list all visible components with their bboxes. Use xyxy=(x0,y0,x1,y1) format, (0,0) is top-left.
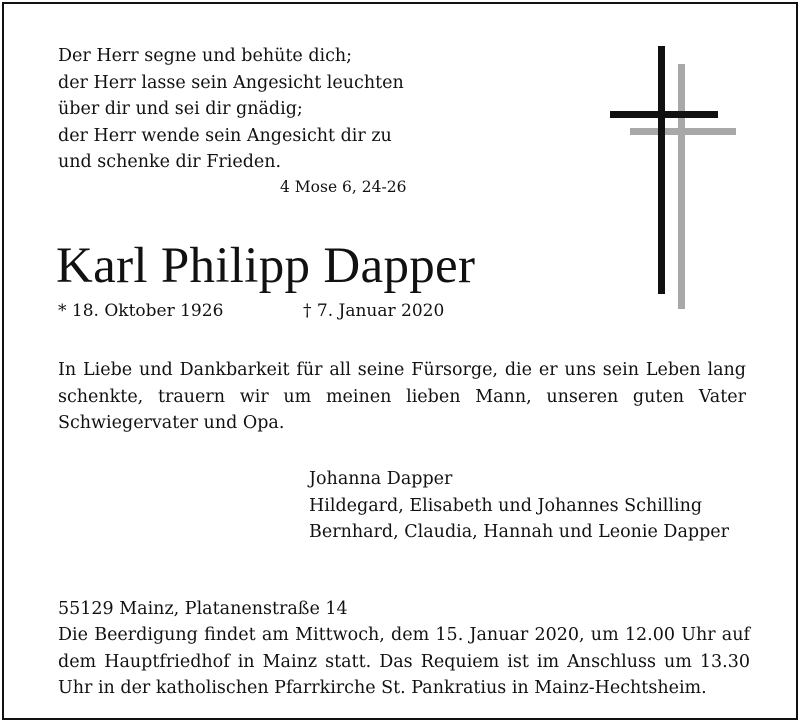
bible-verse xyxy=(58,43,404,176)
mourner-entry: Johanna Dapper xyxy=(309,469,453,489)
cross-horizontal xyxy=(610,111,718,118)
cross-shadow-horizontal xyxy=(630,128,736,135)
death-date: † 7. Januar 2020 xyxy=(303,301,445,321)
tribute-text: In Liebe und Dankbarkeit für all seine Fürsorge, die er uns sein Leben lang schenkte, trauern wir um meinen lieben Mann, unseren guten Vater Schwiegervater und Opa. xyxy=(58,360,746,433)
funeral-details: Die Beerdigung findet am Mittwoch, dem 15. Januar 2020, um 12.00 Uhr auf dem Hauptfriedhof in Mainz statt. Das Requiem ist im Anschluss um 13.30 Uhr in der katholischen Pfarrkirche St. Pankratius in Mainz-Hechtsheim. xyxy=(58,625,750,698)
verse-line: der Herr wende sein Angesicht dir zu xyxy=(58,125,392,146)
deceased-name: Karl Philipp Dapper xyxy=(56,238,476,294)
cross-shadow-vertical xyxy=(678,64,685,309)
cross-icon xyxy=(600,40,745,315)
family-address: 55129 Mainz, Platanenstraße 14 xyxy=(58,599,348,619)
verse-line: Der Herr segne und behüte dich; xyxy=(58,46,353,66)
birth-date: * 18. Oktober 1926 xyxy=(58,301,224,321)
mourner-entry: Hildegard, Elisabeth und Johannes Schilling xyxy=(309,495,703,516)
mourner-entry: Bernhard, Claudia, Hannah und Leonie Dapper xyxy=(309,522,729,542)
verse-reference: 4 Mose 6, 24-26 xyxy=(280,178,407,196)
verse-line: der Herr lasse sein Angesicht leuchten xyxy=(58,72,404,93)
verse-line: und schenke dir Frieden. xyxy=(58,152,282,172)
cross-vertical xyxy=(658,46,665,294)
verse-line: über dir und sei dir gnädig; xyxy=(58,99,303,119)
mourners-list xyxy=(309,466,729,546)
